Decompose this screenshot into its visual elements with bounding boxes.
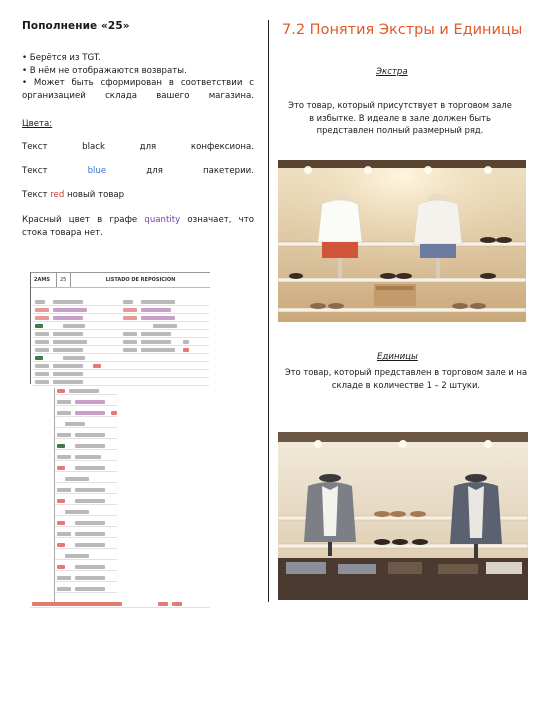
doc-text-fragment xyxy=(57,565,65,569)
doc-row xyxy=(55,443,117,450)
doc-text-fragment xyxy=(75,411,105,415)
doc-text-fragment xyxy=(183,348,189,352)
doc-row xyxy=(33,339,209,346)
doc-text-fragment xyxy=(123,316,137,320)
doc-row xyxy=(55,586,117,593)
doc-text-fragment xyxy=(57,466,65,470)
doc-text-fragment xyxy=(65,477,89,481)
doc-text-fragment xyxy=(153,324,177,328)
doc-text-fragment xyxy=(53,380,83,384)
concepts-title: 7.2 Понятия Экстры и Единицы xyxy=(282,22,523,38)
right-column xyxy=(282,20,530,390)
doc-row xyxy=(33,331,209,338)
doc-text-fragment xyxy=(65,422,85,426)
doc-text-fragment xyxy=(75,576,105,580)
doc-row xyxy=(55,498,117,505)
replenishment-list-top-table xyxy=(30,272,210,384)
doc-row xyxy=(55,520,117,527)
doc-department: LISTADO DE REPOSICION xyxy=(105,277,176,283)
doc-row xyxy=(55,410,117,417)
color-row-purpose: конфексиона. xyxy=(190,142,254,152)
doc-text-fragment xyxy=(75,521,105,525)
doc-text-fragment xyxy=(53,348,83,352)
doc-code: 2AMS xyxy=(31,273,57,287)
doc-text-fragment xyxy=(123,332,137,336)
doc-text-fragment xyxy=(75,543,105,547)
doc-text-fragment xyxy=(75,455,101,459)
doc-text-fragment xyxy=(183,340,189,344)
doc-rows-bottom xyxy=(54,388,118,606)
doc-text-fragment xyxy=(53,372,83,376)
color-row-word: Текст xyxy=(22,142,48,152)
doc-row xyxy=(30,601,210,608)
color-row-prep: для xyxy=(146,166,163,176)
doc-text-fragment xyxy=(32,602,122,606)
doc-row xyxy=(33,299,209,306)
doc-text-fragment xyxy=(75,565,105,569)
doc-text-fragment xyxy=(158,602,168,606)
doc-text-fragment xyxy=(63,324,85,328)
color-row-purpose: пакетерии. xyxy=(202,166,254,176)
doc-text-fragment xyxy=(123,340,137,344)
bullet-item: • Может быть сформирован в соответствии с xyxy=(22,78,254,88)
doc-text-fragment xyxy=(141,332,171,336)
doc-text-fragment xyxy=(35,316,49,320)
left-column xyxy=(22,20,254,239)
doc-row xyxy=(55,465,117,472)
doc-text-fragment xyxy=(141,300,175,304)
doc-text-fragment xyxy=(53,308,87,312)
doc-footer xyxy=(30,601,210,609)
doc-row xyxy=(55,388,117,395)
doc-row xyxy=(55,542,117,549)
doc-row xyxy=(33,363,209,370)
color-row-black xyxy=(22,142,254,152)
doc-text-fragment xyxy=(141,340,171,344)
qty-note-suffix: означает, что стока товара нет. xyxy=(22,215,254,238)
doc-row xyxy=(33,371,209,378)
red-text-note xyxy=(22,190,254,200)
doc-text-fragment xyxy=(75,444,105,448)
doc-text-fragment xyxy=(75,466,105,470)
doc-row xyxy=(33,347,209,354)
doc-text-fragment xyxy=(172,602,182,606)
doc-row xyxy=(55,553,117,560)
unit-heading: Единицы xyxy=(377,352,418,362)
bullet-item: организацией склада вашего магазина. xyxy=(22,90,254,101)
bullet-list xyxy=(22,52,254,102)
store-display-photo-extra xyxy=(278,160,526,322)
doc-row xyxy=(55,509,117,516)
doc-text-fragment xyxy=(75,587,105,591)
doc-row xyxy=(55,531,117,538)
doc-row xyxy=(55,487,117,494)
doc-text-fragment xyxy=(57,389,65,393)
doc-text-fragment xyxy=(57,576,71,580)
doc-text-fragment xyxy=(141,316,175,320)
colors-heading: Цвета: xyxy=(22,119,53,129)
doc-number: 25 xyxy=(57,273,71,287)
bullet-item: • В нём не отображаются возвраты. xyxy=(22,65,187,76)
doc-text-fragment xyxy=(35,300,45,304)
doc-row xyxy=(55,399,117,406)
doc-text-fragment xyxy=(111,411,117,415)
doc-text-fragment xyxy=(57,499,65,503)
doc-row xyxy=(55,454,117,461)
doc-row xyxy=(33,323,209,330)
color-row-color-name: black xyxy=(82,142,105,152)
replenishment-list-header xyxy=(31,273,210,287)
red-note-suffix: новый товар xyxy=(64,190,125,200)
doc-row xyxy=(33,379,209,386)
doc-text-fragment xyxy=(35,308,49,312)
doc-text-fragment xyxy=(75,488,105,492)
store-display-photo-unit xyxy=(278,432,528,600)
extra-definition: Это товар, который присутствует в торговом зале в избытке. В идеале в зале должен быть представлен полный размерный ряд. xyxy=(288,100,512,135)
doc-text-fragment xyxy=(35,332,49,336)
doc-row xyxy=(55,575,117,582)
doc-text-fragment xyxy=(53,340,87,344)
doc-text-fragment xyxy=(57,411,71,415)
doc-text-fragment xyxy=(93,364,101,368)
doc-text-fragment xyxy=(35,372,49,376)
doc-text-fragment xyxy=(57,444,65,448)
doc-row xyxy=(33,307,209,314)
doc-text-fragment xyxy=(65,510,89,514)
quantity-note xyxy=(22,214,254,239)
doc-text-fragment xyxy=(57,532,71,536)
color-row-word: Текст xyxy=(22,166,48,176)
color-row-prep: для xyxy=(139,142,157,152)
doc-text-fragment xyxy=(57,587,71,591)
red-note-prefix: Текст xyxy=(22,190,51,200)
doc-row xyxy=(33,315,209,322)
doc-text-fragment xyxy=(57,433,71,437)
qty-note-colored: quantity xyxy=(144,215,181,225)
doc-text-fragment xyxy=(35,356,43,360)
section-title: Пополнение «25» xyxy=(22,20,130,32)
red-note-colored: red xyxy=(50,190,65,200)
doc-text-fragment xyxy=(123,348,137,352)
doc-meta-strip xyxy=(31,287,210,296)
color-row-blue xyxy=(22,166,254,176)
doc-text-fragment xyxy=(141,308,171,312)
qty-note-prefix: Красный цвет в графе xyxy=(22,215,145,225)
doc-row xyxy=(55,421,117,428)
doc-text-fragment xyxy=(75,499,105,503)
doc-text-fragment xyxy=(35,364,49,368)
extra-heading: Экстра xyxy=(376,67,408,77)
doc-text-fragment xyxy=(63,356,85,360)
doc-text-fragment xyxy=(75,400,105,404)
replenishment-list-image xyxy=(30,272,210,610)
doc-text-fragment xyxy=(57,455,71,459)
doc-text-fragment xyxy=(53,364,83,368)
doc-text-fragment xyxy=(57,543,65,547)
doc-text-fragment xyxy=(57,521,65,525)
doc-text-fragment xyxy=(53,332,83,336)
doc-row xyxy=(55,432,117,439)
doc-row xyxy=(55,564,117,571)
unit-definition: Это товар, который представлен в торговом зале и на складе в количестве 1 – 2 штуки. xyxy=(284,367,528,390)
doc-text-fragment xyxy=(75,532,105,536)
doc-text-fragment xyxy=(35,324,43,328)
doc-text-fragment xyxy=(65,554,89,558)
doc-text-fragment xyxy=(75,433,105,437)
bullet-item: • Берётся из TGT. xyxy=(22,53,101,63)
doc-text-fragment xyxy=(35,340,49,344)
doc-text-fragment xyxy=(35,348,49,352)
color-row-color-name: blue xyxy=(87,166,107,176)
doc-text-fragment xyxy=(141,348,175,352)
doc-text-fragment xyxy=(35,380,49,384)
doc-row xyxy=(33,355,209,362)
doc-text-fragment xyxy=(69,389,99,393)
doc-row xyxy=(55,476,117,483)
doc-text-fragment xyxy=(57,488,71,492)
column-divider xyxy=(268,20,269,602)
doc-text-fragment xyxy=(57,400,71,404)
doc-text-fragment xyxy=(123,300,133,304)
doc-text-fragment xyxy=(53,300,83,304)
doc-text-fragment xyxy=(123,308,137,312)
doc-text-fragment xyxy=(53,316,83,320)
